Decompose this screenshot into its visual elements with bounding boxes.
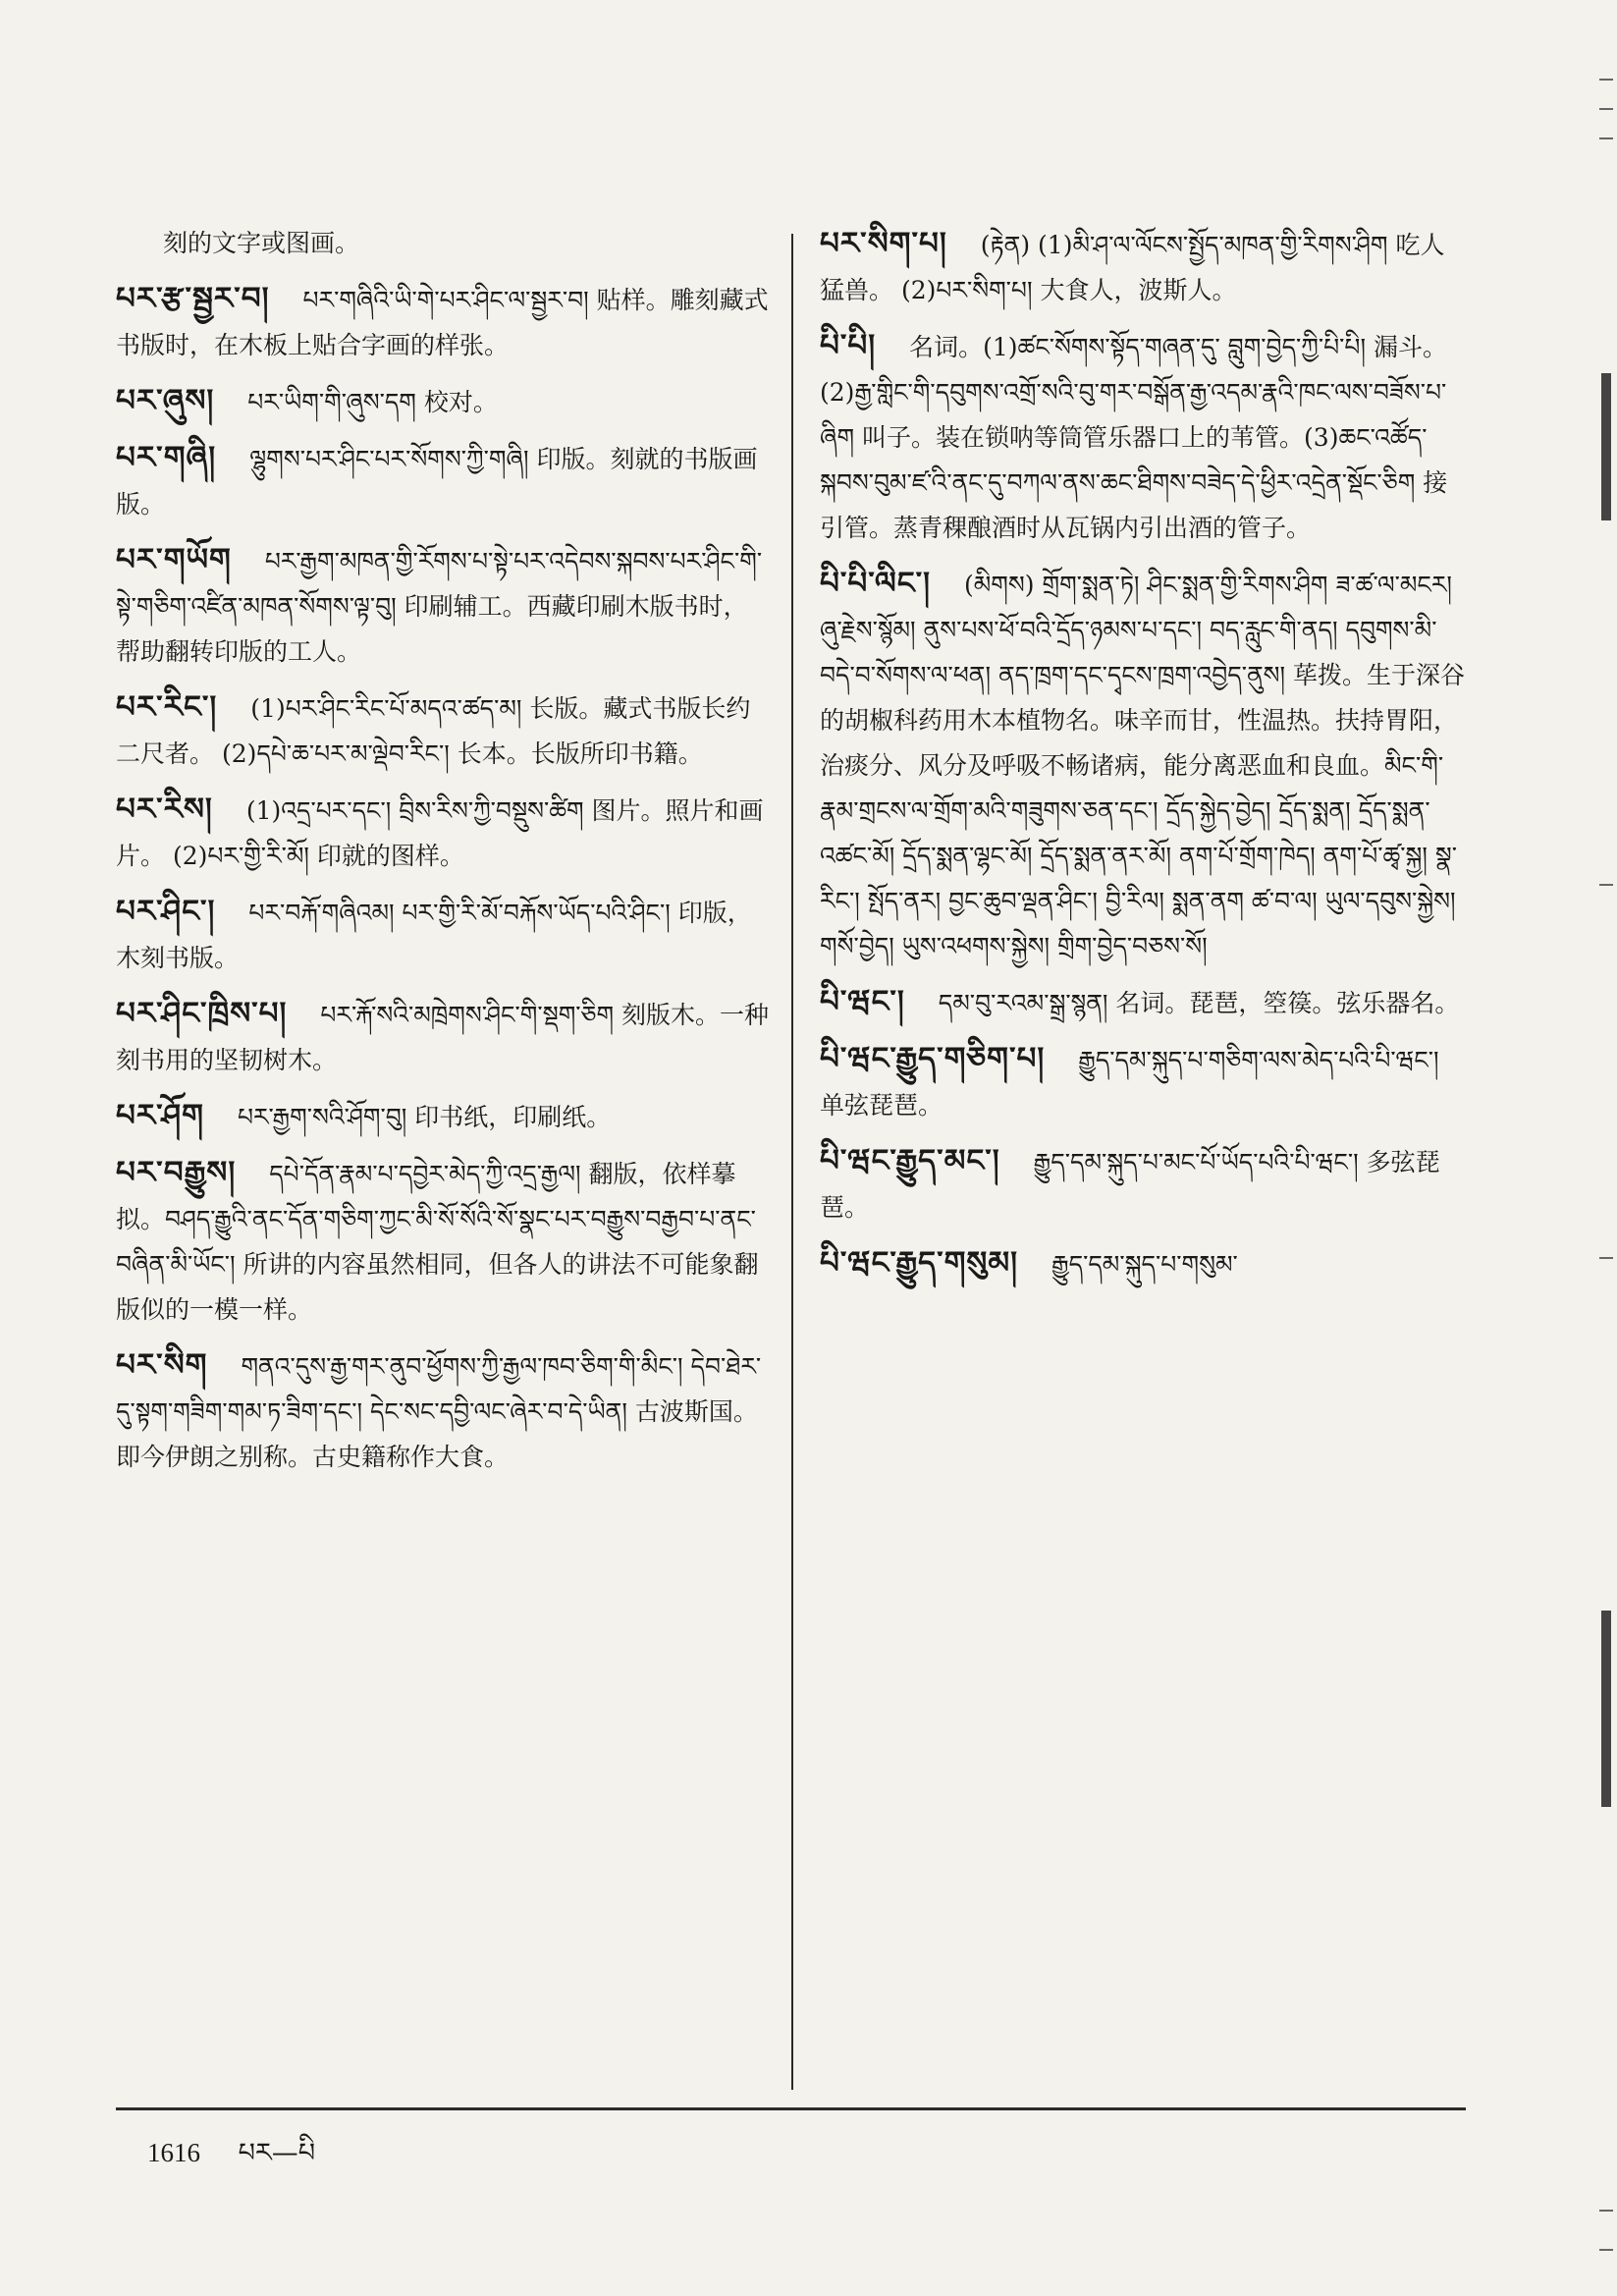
entry-headword: པི་ཝང་རྒྱུད་མང་།	[820, 1143, 1000, 1178]
entry-definition: དམ་བུ་རའམ་སྒྲ་སྙན། 名词。琵琶，箜篌。弦乐器名。	[938, 989, 1460, 1017]
entry-definition: (1)འདྲ་པར་དང་། བྲིས་རིས་ཀྱི་བསྡུས་ཚིག 图片。照片和画片。 (2)པར་གྱི་རི་མོ། 印就的图样。	[116, 796, 764, 870]
entry-definition: པར་གཞིའི་ཡི་གེ་པར་ཤིང་ལ་སྦྱར་བ། 贴样。雕刻藏式书版时，在木板上贴合字画的样张。	[116, 286, 769, 359]
entry-definition: (1)པར་ཤིང་རིང་པོ་མདའ་ཚད་མ། 长版。藏式书版长约二尺者。 (2)དཔེ་ཆ་པར་མ་ལྡེབ་རིང་། 长本。长版所印书籍。	[116, 694, 751, 768]
dictionary-entry	[116, 684, 769, 777]
continuation-text: 刻的文字或图画。	[163, 229, 360, 257]
dictionary-entry	[820, 1036, 1468, 1128]
left-column	[116, 221, 769, 1490]
entry-headword: པི་པི་ལིང་།	[820, 566, 931, 601]
dictionary-entry	[116, 435, 769, 527]
entry-definition: གནའ་དུས་རྒྱ་གར་ནུབ་ཕྱོགས་ཀྱི་རྒྱལ་ཁབ་ཅིག་གི་མིང་། དེབ་ཐེར་དུ་སྟག་གཟིག་གམ་ཏ་ཟིག་དང་། དེང་སང་དབྱི་ལང་ཞེར་བ་དེ་ཡིན། 古波斯国。即今伊朗之别称。古史籍称作大食。	[116, 1352, 762, 1471]
entry-headword: པར་ཤིང་ཁྲིས་པ།	[116, 996, 288, 1031]
dictionary-entry	[116, 1150, 769, 1333]
entry-headword: པར་བརྒྱུས།	[116, 1155, 237, 1190]
dictionary-entry	[820, 561, 1468, 969]
dictionary-entry	[820, 979, 1468, 1026]
entry-definition: རྒྱུད་དམ་སྐུད་པ་མང་པོ་ཡོད་པའི་པི་ཝང་། 多弦琵琶。	[820, 1148, 1440, 1222]
dictionary-entry	[116, 991, 769, 1083]
dictionary-entry	[820, 1138, 1468, 1230]
entry-headword: པར་ཤོག	[116, 1098, 204, 1133]
entry-definition: རྒྱུད་དམ་སྐུད་པ་གཅིག་ལས་མེད་པའི་པི་ཝང་། 单弦琵琶。	[820, 1046, 1439, 1120]
entry-definition: རྒྱུད་དམ་སྐུད་པ་གསུམ་	[1051, 1250, 1238, 1279]
entry-headword: པར་ཞུས།	[116, 383, 215, 418]
entry-definition: པར་རྒྱག་སའི་ཤོག་བུ། 印书纸，印刷纸。	[237, 1103, 612, 1131]
dictionary-entry	[116, 889, 769, 981]
dictionary-entry	[116, 1093, 769, 1140]
scan-edge-marks	[1588, 0, 1617, 2296]
entry-headword: པི་ཝང་རྒྱུད་གཅིག་པ།	[820, 1041, 1046, 1076]
dictionary-entry	[116, 1342, 769, 1480]
entry-headword: པར་སིག	[116, 1347, 208, 1383]
entry-definition: པར་རྐོ་སའི་མཁྲེགས་ཤིང་གི་སྡག་ཅིག 刻版木。一种刻书用的坚韧树木。	[116, 1001, 770, 1074]
entry-definition: དཔེ་དོན་རྣམ་པ་དབྱེར་མེད་ཀྱི་འདྲ་རྒྱལ། 翻版，依样摹拟。བཤད་རྒྱུའི་ནང་དོན་གཅིག་ཀྱང་མི་སོ་སོའི་སོ་སྣང་པར་བརྒྱུས་བརྒྱབ་པ་ནང་བཞིན་མི་ཡོང་། 所讲的内容虽然相同，但各人的讲法不可能象翻版似的一模一样。	[116, 1160, 759, 1324]
entry-definition: 名词。(1)ཚང་སོགས་སྟོད་གཞན་དུ་ བླུག་བྱེད་ཀྱི་པི་པི། 漏斗。(2)རྒྱ་གླིང་གི་དབུགས་འགྲོ་སའི་བུ་གར་བསྒོན་རྒྱ་འདམ་རྣའི་ཁང་ལས་བཟོས་པ་ཞིག 叫子。装在锁呐等筒管乐器口上的苇管。(3)ཆང་འཚོད་སྐབས་བུམ་ཛ་འི་ནང་དུ་བཀལ་ནས་ཆང་ཐིགས་བཟེད་དེ་ཕྱིར་འདྲེན་སྡོང་ཅིག 接引管。蒸青稞酿酒时从瓦锅内引出酒的管子。	[820, 333, 1448, 542]
entry-headword: པི་ཝང་རྒྱུད་གསུམ།	[820, 1245, 1018, 1281]
entry-headword: པི་པི།	[820, 328, 877, 363]
entry-headword: པི་ཝང་།	[820, 984, 905, 1019]
entry-definition: པར་ཡིག་གི་ཞུས་དག 校对。	[247, 388, 498, 416]
entry-headword: པར་ཤིང་།	[116, 894, 216, 929]
entry-definition: (མིགས) གྲོག་སྨན་ཏེ། ཤིང་སྨན་གྱི་རིགས་ཤིག ཟ་ཚ་ལ་མངར། ཞུ་རྗེས་སྙོམ། ནུས་པས་ཕོ་བའི་དྲོད་ཉམས་པ་དང་། བད་རླུང་གི་ནད། དབུགས་མི་བདེ་བ་སོགས་ལ་ཕན། ནད་ཁྲག་དང་དྭངས་ཁྲག་འབྱེད་ནུས། 荜拨。生于深谷的胡椒科药用木本植物名。味辛而甘，性温热。扶持胃阳，治痰分、风分及呼吸不畅诸病，能分离恶血和良血。མིང་གི་རྣམ་གྲངས་ལ་གྲོག་མའི་གཟུགས་ཅན་དང་། དྲོད་སྐྱེད་བྱེད། དྲོད་སྨན། དྲོད་སྨན་འཚང་མོ། དྲོད་སྨན་ལྷང་མོ། དྲོད་སྨན་ནར་མོ། ནག་པོ་གྲོག་ཁེད། ནག་པོ་ཚྭ་སྐྱ། སྣ་རིང་། སྤོད་ནར། བྱང་ཆུབ་ལྡན་ཤིང་། བྱི་རིལ། སྨན་ནག ཚ་བ་ལ། ཡུལ་དབུས་སྐྱེས། གསོ་བྱེད། ཡུས་འཕགས་སྐྱེས། གྲིག་བྱེད་བཅས་སོ།	[820, 571, 1466, 960]
page-number: 1616	[147, 2138, 200, 2167]
right-column	[820, 221, 1468, 1297]
dictionary-entry	[820, 323, 1468, 551]
intro-line	[116, 221, 769, 266]
left-entries	[116, 276, 769, 1480]
page-footer	[147, 2123, 315, 2198]
dictionary-entry	[116, 276, 769, 368]
entry-headword: པར་གཞི།	[116, 440, 217, 475]
dictionary-entry	[116, 537, 769, 675]
entry-headword: པར་སིག་པ།	[820, 226, 947, 261]
entry-headword: པར་གཡོག	[116, 542, 232, 577]
column-divider	[791, 234, 793, 2090]
running-head: པར—པི	[238, 2138, 316, 2168]
entry-definition: པར་བརྐོ་གཞིའམ། པར་གྱི་རི་མོ་བརྐོས་ཡོད་པའི་ཤིང་། 印版，木刻书版。	[116, 899, 752, 972]
entry-headword: པར་རིང་།	[116, 689, 218, 725]
dictionary-entry	[820, 221, 1468, 313]
right-entries	[820, 221, 1468, 1287]
dictionary-entry	[820, 1240, 1468, 1287]
entry-definition: (རྟེན) (1)མི་ཤ་ལ་ལོངས་སྤྱོད་མཁན་གྱི་རིགས་ཤིག 吃人猛兽。 (2)པར་སིག་པ། 大食人，波斯人。	[820, 231, 1445, 304]
entry-headword: པར་རིས།	[116, 792, 213, 827]
footer-rule	[116, 2107, 1466, 2110]
dictionary-entry	[116, 787, 769, 879]
entry-definition: པར་རྒྱག་མཁན་གྱི་རོགས་པ་སྟེ་པར་འདེབས་སྐབས་པར་ཤིང་གི་སྟེ་གཅིག་འཛིན་མཁན་སོགས་ལྟ་བུ། 印刷辅工。西藏印刷木版书时，帮助翻转印版的工人。	[116, 547, 763, 666]
dictionary-entry	[116, 378, 769, 425]
entry-definition: ལྷུགས་པར་ཤིང་པར་སོགས་ཀྱི་གཞི། 印版。刻就的书版画版。	[116, 445, 758, 519]
entry-headword: པར་རྩ་སྦྱར་བ།	[116, 281, 270, 316]
